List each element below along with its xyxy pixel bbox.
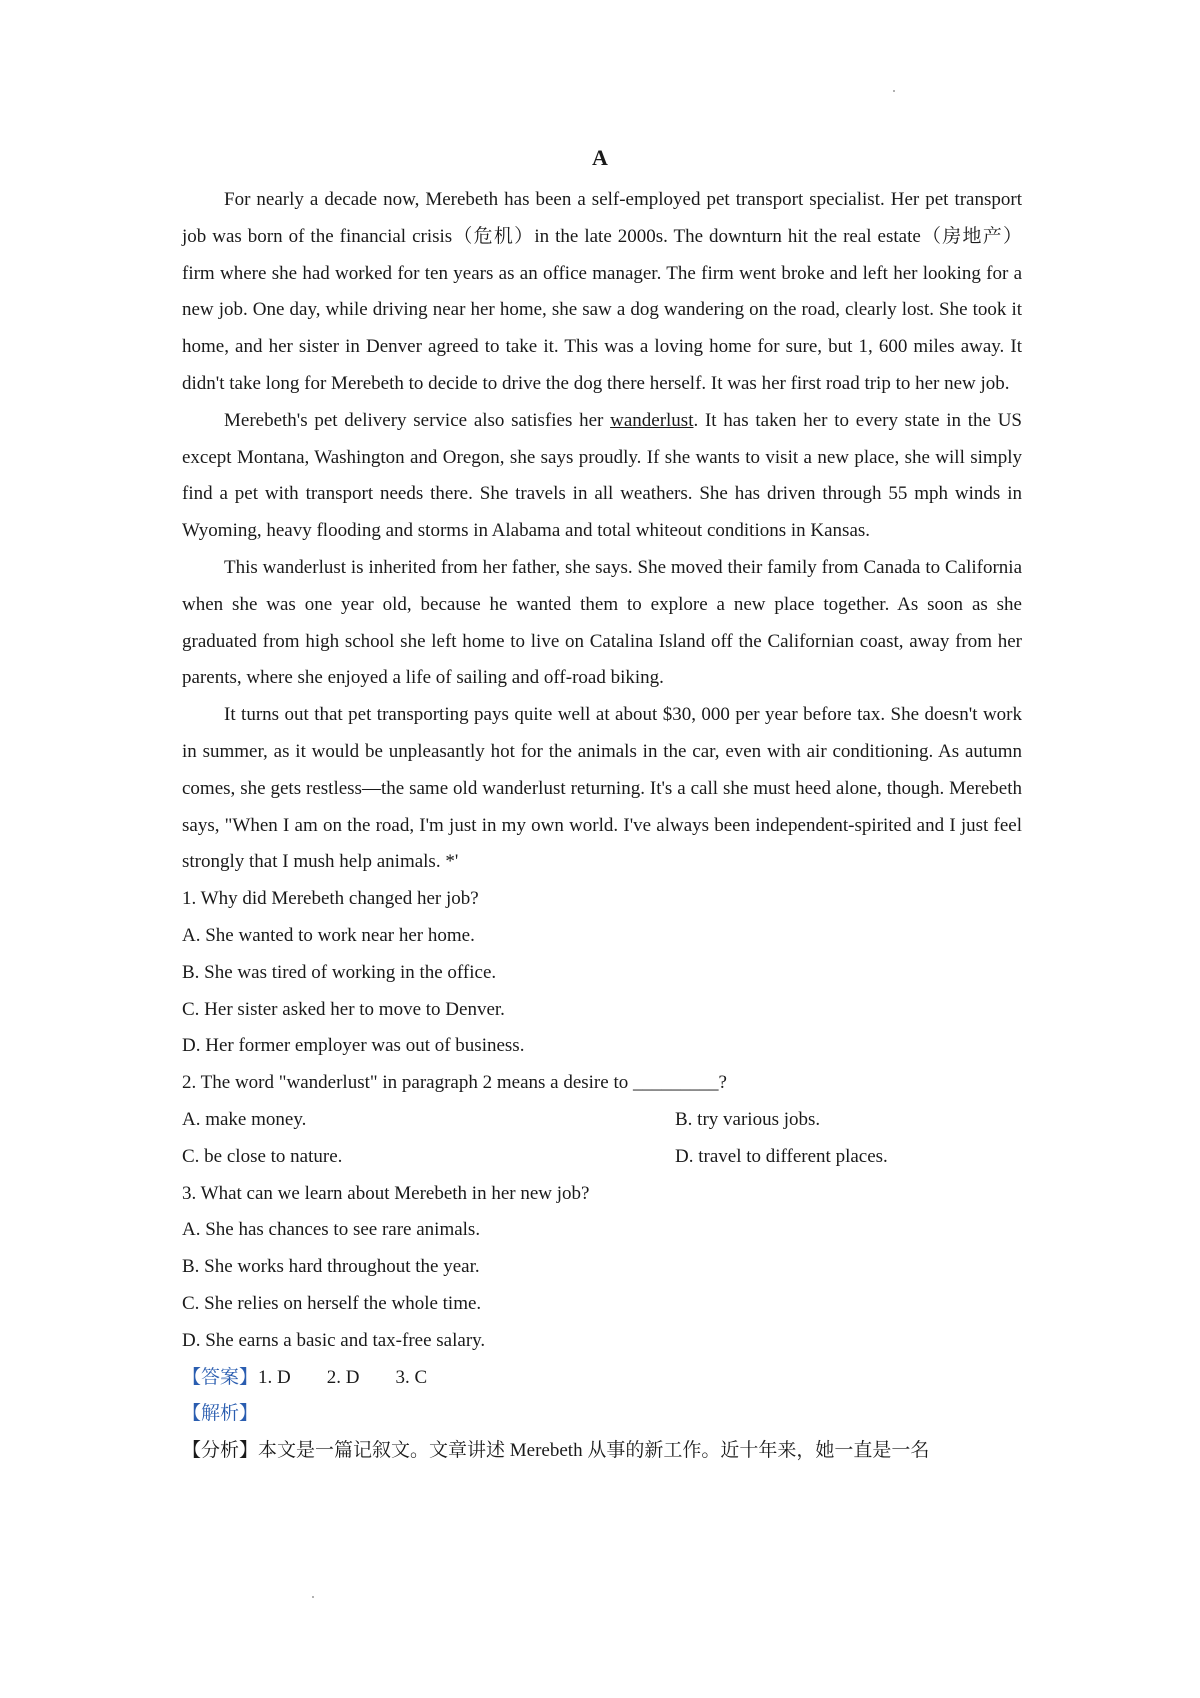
- passage-paragraph-3: This wanderlust is inherited from her father, she says. She moved their family from Canada to California when she was one year old, because he wanted them to explore a new place together. As soon as she graduated from high school she left home to live on Catalina Island off the Californian coast, away from her parents, where she enjoyed a life of sailing and off-road biking.: [182, 556, 1022, 689]
- question-3-option-a: A. She has chances to see rare animals.: [182, 1219, 481, 1241]
- underlined-word: wanderlust: [610, 409, 694, 431]
- answer-3: 3. C: [395, 1366, 428, 1388]
- passage-paragraph-2: [182, 403, 1022, 550]
- scan-dot: [893, 90, 895, 92]
- question-2-option-a: A. make money.: [182, 1108, 307, 1130]
- question-3-option-b: B. She works hard throughout the year.: [182, 1256, 480, 1278]
- passage-paragraph-1: For nearly a decade now, Merebeth has been a self-employed pet transport specialist. Her pet transport job was born of the financial crisis（危机）in the late 2000s. The downturn hit the real estate（房地产）firm where she had worked for ten years as an office manager. The firm went broke and left her looking for a new job. One day, while driving near her home, she saw a dog wandering on the road, clearly lost. She took it home, and her sister in Denver agreed to take it. This was a loving home for sure, but 1, 600 miles away. It didn't take long for Merebeth to decide to drive the dog there herself. It was her first road trip to her new job.: [182, 189, 1022, 394]
- fenxi-text: 本文是一篇记叙文。文章讲述 Merebeth 从事的新工作。近十年来，她一直是一名: [258, 1440, 930, 1462]
- p2-text-before: Merebeth's pet delivery service also satisfies her: [224, 409, 611, 431]
- question-2-option-d: D. travel to different places.: [675, 1145, 888, 1167]
- question-2-options-row-1: [182, 1102, 1022, 1139]
- question-1-stem: 1. Why did Merebeth changed her job?: [182, 888, 479, 910]
- question-3-option-c: C. She relies on herself the whole time.: [182, 1292, 482, 1314]
- answer-line: [182, 1360, 1022, 1397]
- question-1-option-c: C. Her sister asked her to move to Denver.: [182, 998, 505, 1020]
- document-body: [182, 182, 1022, 1470]
- question-3-option-d: D. She earns a basic and tax-free salary.: [182, 1329, 486, 1351]
- fenxi-line: [182, 1433, 1022, 1470]
- question-1-option-a: A. She wanted to work near her home.: [182, 924, 475, 946]
- answer-2: 2. D: [326, 1366, 360, 1388]
- question-1-option-d: D. Her former employer was out of business.: [182, 1035, 525, 1057]
- scan-dot: [312, 1596, 314, 1598]
- question-1-option-b: B. She was tired of working in the office.: [182, 961, 497, 983]
- answer-label: 【答案】: [182, 1366, 259, 1388]
- analysis-label: 【解析】: [182, 1403, 259, 1425]
- passage-paragraph-4: It turns out that pet transporting pays quite well at about $30, 000 per year before tax. She doesn't work in summer, as it would be unpleasantly hot for the animals in the car, even with air conditioning. As autumn comes, she gets restless—the same old wanderlust returning. It's a call she must heed alone, though. Merebeth says, "When I am on the road, I'm just in my own world. I've always been independent-spirited and I just feel strongly that I mush help animals. *': [182, 704, 1022, 873]
- question-2-options-row-2: [182, 1139, 1022, 1176]
- answer-1: 1. D: [258, 1366, 291, 1388]
- p2-text-after: . It has taken her to every state in the US except Montana, Washington and Oregon, she says proudly. If she wants to visit a new place, she will simply find a pet with transport needs there. She travels in all weathers. She has driven through 55 mph winds in Wyoming, heavy flooding and storms in Alabama and total whiteout conditions in Kansas.: [182, 409, 1022, 542]
- question-2-stem: 2. The word "wanderlust" in paragraph 2 means a desire to _________?: [182, 1072, 727, 1094]
- question-2-option-c: C. be close to nature.: [182, 1145, 343, 1167]
- question-3-stem: 3. What can we learn about Merebeth in her new job?: [182, 1182, 590, 1204]
- section-title: A: [592, 145, 608, 170]
- fenxi-label: 【分析】: [182, 1440, 259, 1462]
- question-2-option-b: B. try various jobs.: [675, 1108, 821, 1130]
